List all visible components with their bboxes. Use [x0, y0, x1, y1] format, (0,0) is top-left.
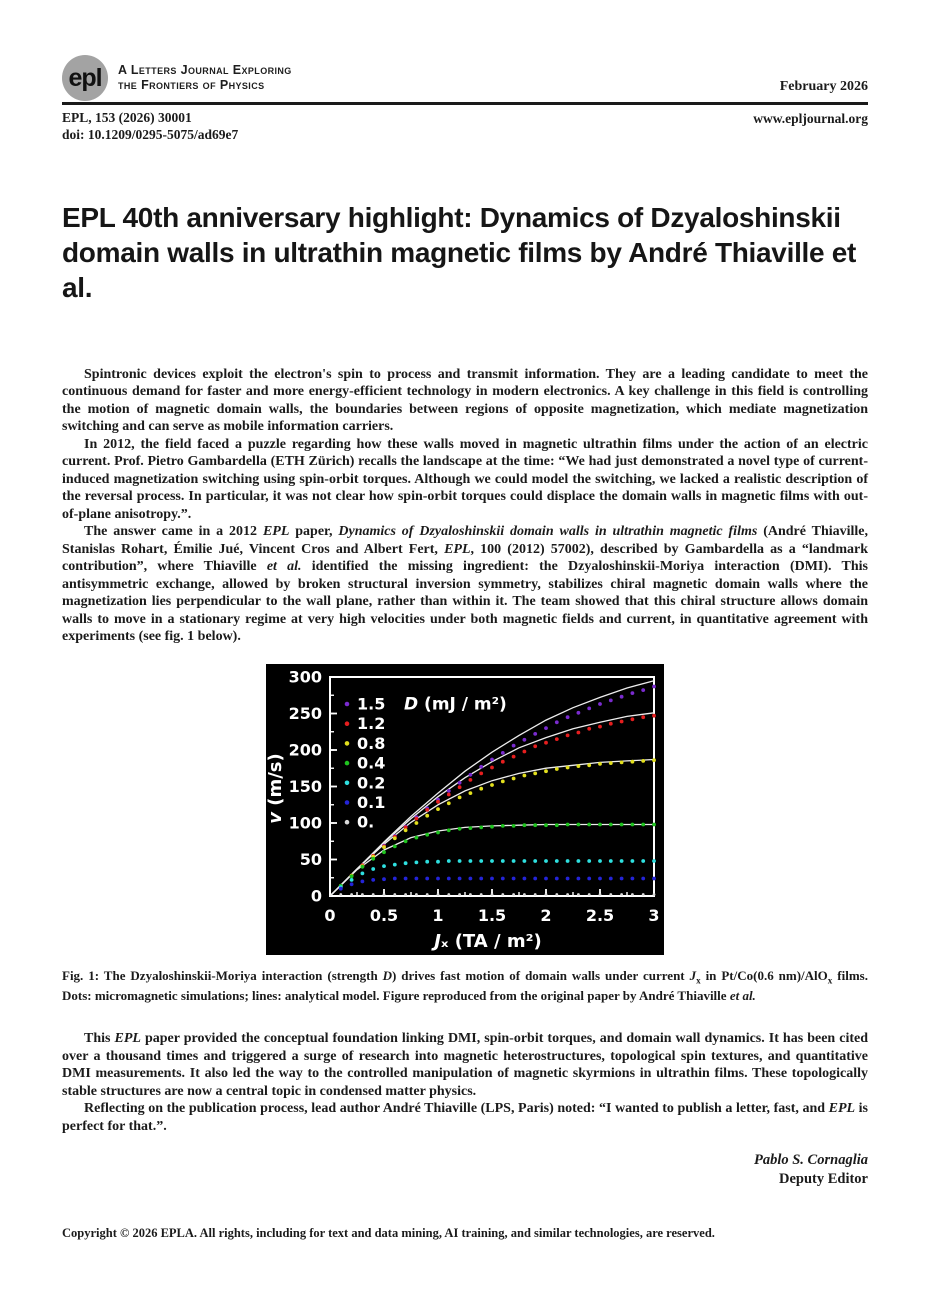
editor-role: Deputy Editor — [778, 1171, 868, 1188]
velocity-vs-current-chart — [266, 664, 664, 955]
page-title-line1: EPL 40th anniversary highlight: Dynamics of Dzyaloshinskii — [62, 201, 841, 233]
svg-text:50: 50 — [299, 849, 322, 869]
epl-logo-tagline — [118, 63, 292, 93]
paragraph-impact: This EPL paper provided the conceptual foundation linking DMI, spin-orbit torques, and domain wall dynamics. It has been cited over a thousand times and triggered a surge of research into magnetic heterostructures, topological spin textures, and quantitative DMI measurements. It also led the way to the controlled manipulation of magnetic skyrmions in ultrathin films. These topologically stable structures are now a central topic in condensed matter physics. — [62, 1031, 868, 1099]
svg-text:100: 100 — [288, 813, 322, 832]
copyright-notice: Copyright © 2026 EPLA. All rights, including for text and data mining, AI training, and similar technologies, are reserved. — [62, 1226, 715, 1241]
svg-text:1.2: 1.2 — [357, 713, 386, 733]
svg-text:1.5: 1.5 — [357, 694, 386, 713]
editor-name: Pablo S. Cornaglia — [753, 1152, 868, 1169]
svg-text:1: 1 — [432, 905, 444, 925]
svg-text:0: 0 — [310, 886, 322, 905]
svg-text:250: 250 — [288, 703, 322, 723]
svg-text:0.: 0. — [357, 812, 375, 832]
paragraph-answer: The answer came in a 2012 EPL paper, Dynamics of Dzyaloshinskii domain walls in ultrathin magnetic films (André Thiaville, Stanislas Rohart, Émilie Jué, Vincent Cros and Albert Fert, EPL, 100 (2012) 57002), described by Gambardella as a “landmark contribution”, where Thiaville et al. identified the missing ingredient: the Dzyaloshinskii-Moriya interaction (DMI). This antisymmetric exchange, allowed by broken structural inversion symmetry, stabilizes chiral magnetic domain walls where the magnetization lies perpendicular to the wall plane, rather than within it. The team showed that this chiral structure allows domain walls to move in a stationary regime at very high velocities under both magnetic fields and current, in quantitative agreement with experiments (see fig. 1 below). — [62, 524, 869, 644]
reference-row — [62, 109, 868, 143]
epl-tagline-line2: the Frontiers of Physics — [118, 78, 265, 92]
header-top-row — [62, 0, 868, 101]
paragraph-quote: Reflecting on the publication process, lead author André Thiaville (LPS, Paris) noted: “I wanted to publish a letter, fast, and EPL is perfect for that.”. — [62, 1101, 868, 1134]
signature-block — [62, 1151, 868, 1189]
journal-website-link[interactable]: www.epljournal.org — [753, 110, 868, 126]
figure-1-caption: Fig. 1: The Dzyaloshinskii-Moriya interaction (strength D) drives fast motion of domain walls under current $J_x$ in Pt/Co(0.6 nm)/AlO$_x$ films. Dots: micromagnetic simulations; lines: analytical model. Figure reproduced from the original paper by André Thiaville et al. — [62, 967, 868, 1004]
citation-block — [62, 109, 238, 143]
paragraph-puzzle: In 2012, the field faced a puzzle regarding how these walls moved in magnetic ultrathin films under the action of an electric current. Prof. Pietro Gambardella (ETH Zürich) recalls the landscape at the time: “We had just demonstrated a novel type of current-induced magnetization switching using spin-orbit torques. Although we could model the switching, we lacked a realistic description of the reversal process. In particular, it was not clear how spin-orbit torques could displace the domain walls in magnetic films with out-of-plane anisotropy.”. — [62, 436, 868, 522]
svg-text:0.8: 0.8 — [357, 733, 386, 753]
svg-text:300: 300 — [288, 667, 322, 686]
paragraph-intro: Spintronic devices exploit the electron's spin to process and transmit information. They are a leading candidate to meet the continuous demand for faster and more energy-efficient technology in modern electronics. A key challenge in this field is controlling the motion of magnetic domain walls, the boundaries between regions of opposite magnetization, which mediate magnetization switching and can serve as mobile information carriers. — [62, 366, 868, 434]
svg-text:2.5: 2.5 — [585, 905, 615, 925]
epl-logo-text: epl — [68, 63, 102, 92]
page-header — [62, 0, 868, 143]
svg-text:0.1: 0.1 — [357, 792, 386, 812]
header-rule — [62, 102, 868, 105]
svg-text:Jₓ (TA / m²): Jₓ (TA / m²) — [434, 930, 542, 952]
svg-text:200: 200 — [288, 740, 322, 759]
page-title — [62, 200, 868, 305]
svg-text:2: 2 — [540, 905, 552, 925]
epl-tagline-line1: A Letters Journal Exploring — [118, 63, 292, 77]
journal-citation: EPL, 153 (2026) 30001 — [62, 109, 192, 125]
svg-text:150: 150 — [288, 776, 322, 796]
epl-logo-circle — [62, 55, 108, 101]
svg-text:0.4: 0.4 — [357, 753, 386, 773]
svg-text:v (m/s): v (m/s) — [266, 752, 286, 824]
figure-1-chart — [266, 664, 664, 955]
svg-text:0.5: 0.5 — [369, 905, 399, 925]
svg-text:3: 3 — [648, 905, 660, 925]
svg-text:0: 0 — [324, 905, 336, 925]
issue-date: February 2026 — [779, 79, 868, 94]
svg-text:D (mJ / m²): D (mJ / m²) — [404, 694, 507, 714]
page-title-line2: domain walls in ultrathin magnetic films by André Thiaville et al. — [62, 236, 857, 303]
epl-logo — [62, 55, 292, 101]
svg-text:0.2: 0.2 — [357, 772, 386, 792]
svg-text:1.5: 1.5 — [477, 905, 507, 925]
doi-line: doi: 10.1209/0295-5075/ad69e7 — [62, 126, 239, 142]
